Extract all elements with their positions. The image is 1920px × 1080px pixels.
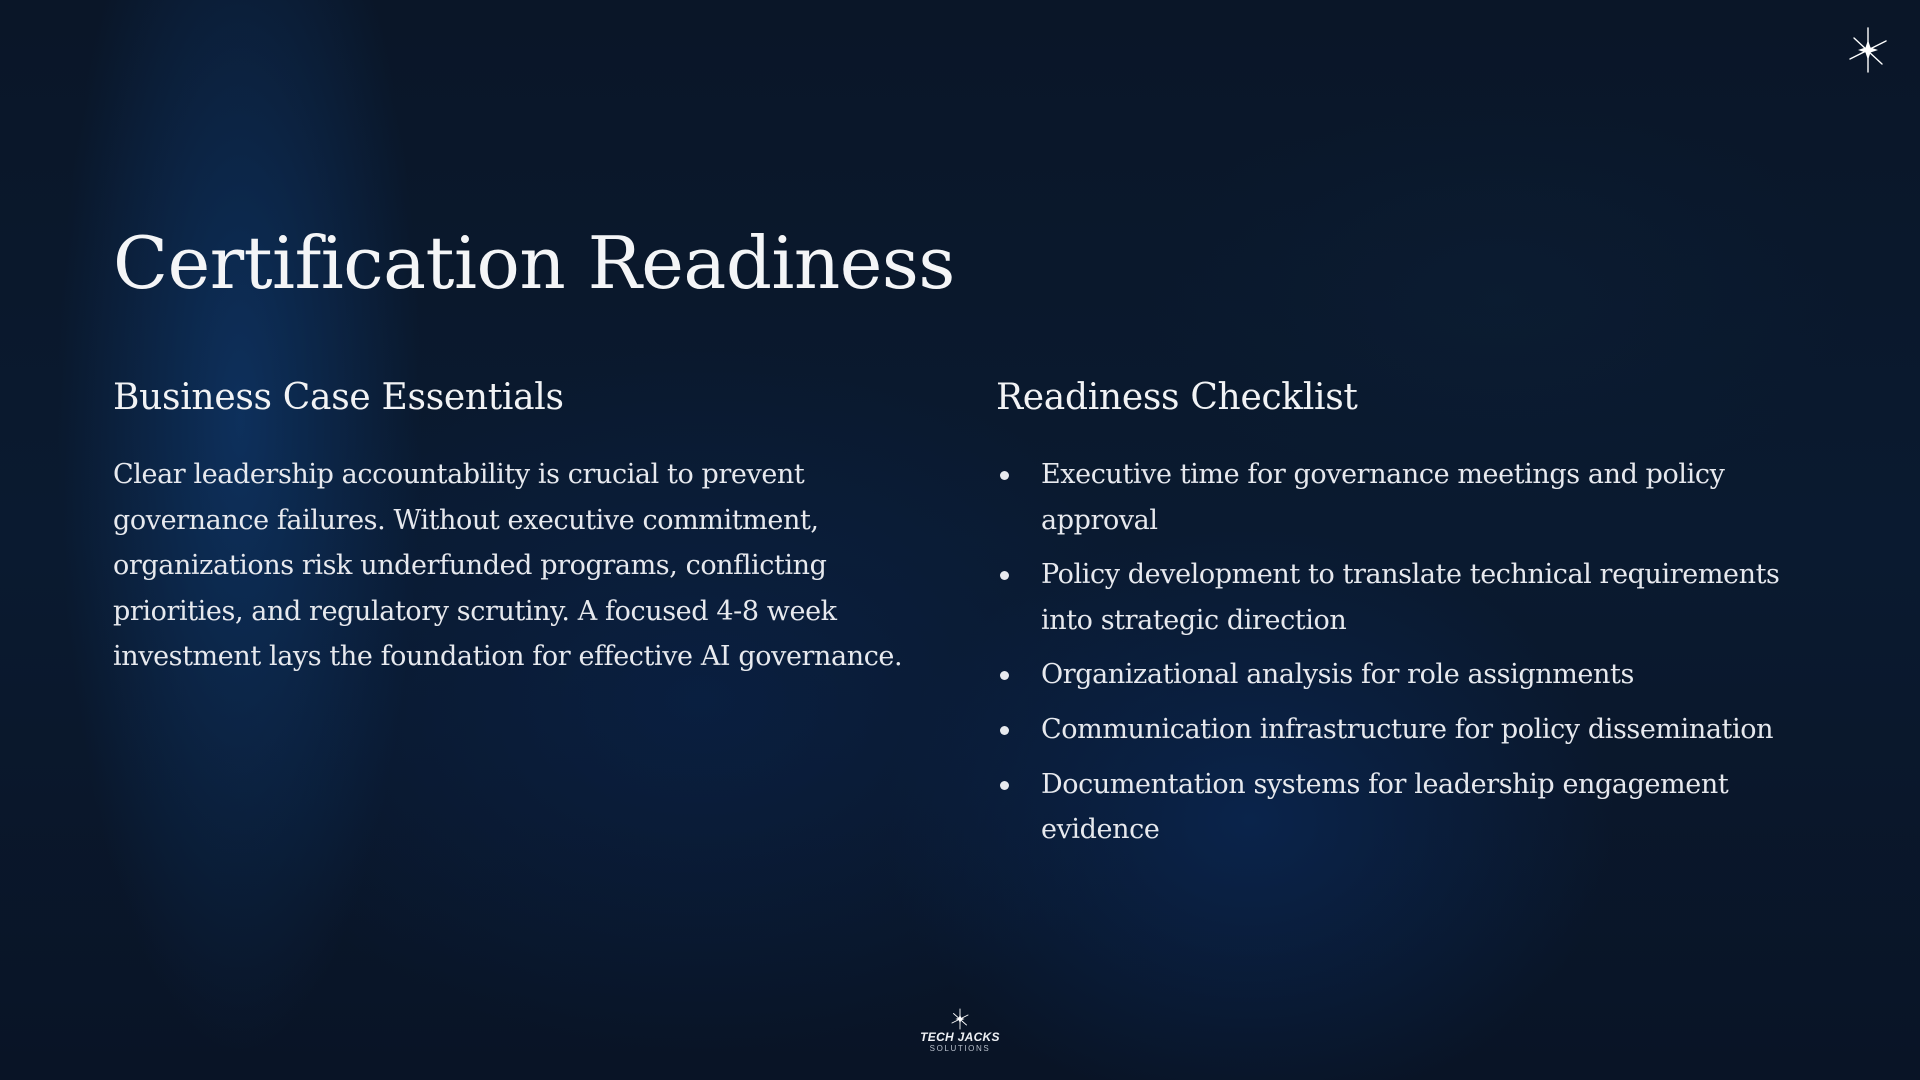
bullet-icon (1000, 781, 1009, 790)
readiness-checklist-section (996, 372, 1826, 862)
checklist-item (996, 652, 1826, 698)
readiness-checklist (996, 452, 1826, 853)
checklist-item-text: Executive time for governance meetings and policy approval (1041, 459, 1725, 536)
slide-title: Certification Readiness (113, 221, 955, 305)
footer-logo (912, 1008, 1008, 1054)
checklist-item-text: Documentation systems for leadership engagement evidence (1041, 768, 1729, 846)
logo-subtitle: SOLUTIONS (929, 1044, 991, 1053)
bullet-icon (1000, 726, 1009, 735)
business-case-section (113, 372, 933, 680)
checklist-item-text: Policy development to translate technical requirements into strategic direction (1041, 559, 1780, 636)
bullet-icon (1000, 471, 1009, 480)
logo-star-icon (949, 1008, 971, 1030)
bullet-icon (1000, 671, 1009, 680)
checklist-item-text: Organizational analysis for role assignments (1041, 659, 1634, 691)
checklist-item (996, 762, 1826, 853)
logo-name: TECH JACKS (920, 1030, 1000, 1044)
bullet-icon (1000, 571, 1009, 580)
checklist-item (996, 707, 1826, 753)
star-sparkle-icon (1844, 26, 1892, 74)
checklist-item (996, 452, 1826, 543)
readiness-checklist-heading: Readiness Checklist (996, 377, 1358, 418)
business-case-paragraph: Clear leadership accountability is crucial to prevent governance failures. Without executive commitment, organizations risk underfunded programs, conflicting priorities, and regulatory scrutiny. A focused 4-8 week investment lays the foundation for effective AI governance. (113, 459, 903, 673)
business-case-heading: Business Case Essentials (113, 377, 564, 418)
checklist-item (996, 552, 1826, 643)
checklist-item-text: Communication infrastructure for policy dissemination (1041, 713, 1774, 745)
